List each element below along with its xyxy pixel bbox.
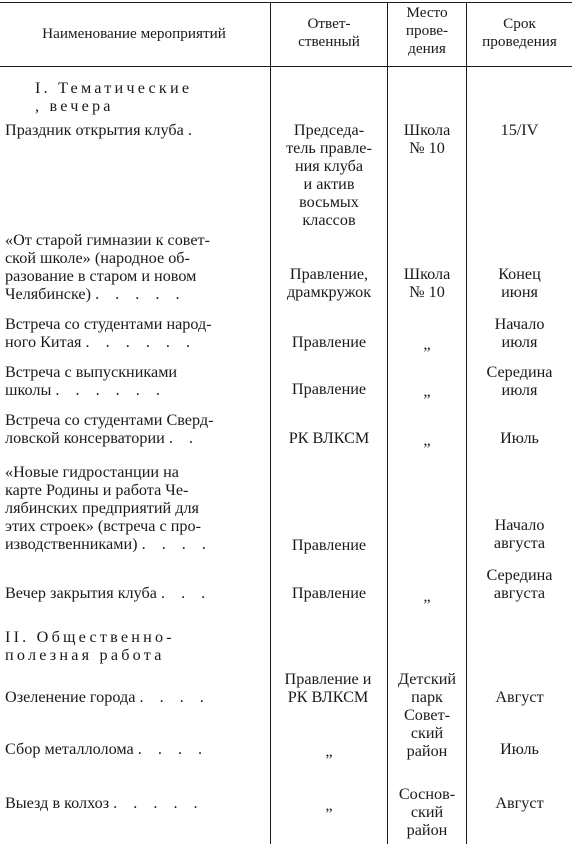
event-name: «От старой гимназии к совет- ской школе» (народное об- разование в старом и новом Челябинске) . . . . . [5,231,210,303]
event-date: Август [495,688,544,706]
event-place: „ [423,431,431,449]
event-place: „ [423,382,431,400]
event-name: Встреча со студентами Сверд- ловской консерватории . . [5,411,214,447]
event-name: «Новые гидростанции на карте Родины и работа Че- лябинских предприятий для этих строек» (встреча с про- изводственниками) . . . . [5,463,212,553]
event-responsible: „ [325,796,333,814]
event-date: Август [495,794,544,812]
event-responsible: Правление [291,380,367,398]
section-title: II. Общественно- полезная работа [5,628,175,664]
event-responsible: Правление [291,333,367,351]
event-date: Начало июля [494,315,545,351]
section-title: I. Тематические , вечера [35,79,193,115]
event-date: Середина июля [486,363,553,399]
event-name: Праздник открытия клуба . [5,121,198,139]
event-date: 15/IV [500,121,539,139]
event-responsible: РК ВЛКСМ [288,429,370,447]
event-responsible: Председа- тель правле- ния клуба и актив восьмых классов [286,121,372,229]
event-place: Детский парк [397,670,457,706]
event-place: Школа № 10 [403,121,451,157]
event-place: „ [423,587,431,605]
event-name: Выезд в колхоз . . . . . [5,794,204,812]
event-responsible: Правление и РК ВЛКСМ [284,670,372,706]
event-date: Середина августа [486,566,553,602]
event-name: Озеленение города . . . . [5,688,210,706]
event-responsible: „ [325,742,333,760]
event-name: Сбор металлолома . . . . [5,740,209,758]
column-header-date: Срок проведения [482,15,557,50]
column-header-responsible: Ответ- ственный [298,15,360,50]
event-name: Встреча с выпускниками школы . . . . . . [5,363,178,399]
event-place: Соснов- ский район [398,785,456,839]
event-date: Конец июня [498,265,541,301]
event-name: Встреча со студентами народ- ного Китая . . . . . . [5,315,212,351]
event-place: Совет- ский район [403,706,451,760]
column-header-name: Наименование мероприятий [42,25,226,42]
header-bottom-rule [0,66,572,67]
event-place: Школа № 10 [403,265,451,301]
event-responsible: Правление [291,584,367,602]
event-date: Начало августа [493,516,546,552]
event-date: Июль [500,740,539,758]
event-place: „ [423,335,431,353]
table-top-rule [0,2,572,3]
event-date: Июль [500,429,539,447]
column-header-place: Место прове- дения [405,4,449,57]
event-responsible: Правление [291,536,367,554]
event-responsible: Правление, драмкружок [286,265,372,301]
event-name: Вечер закрытия клуба . . . [5,584,212,602]
